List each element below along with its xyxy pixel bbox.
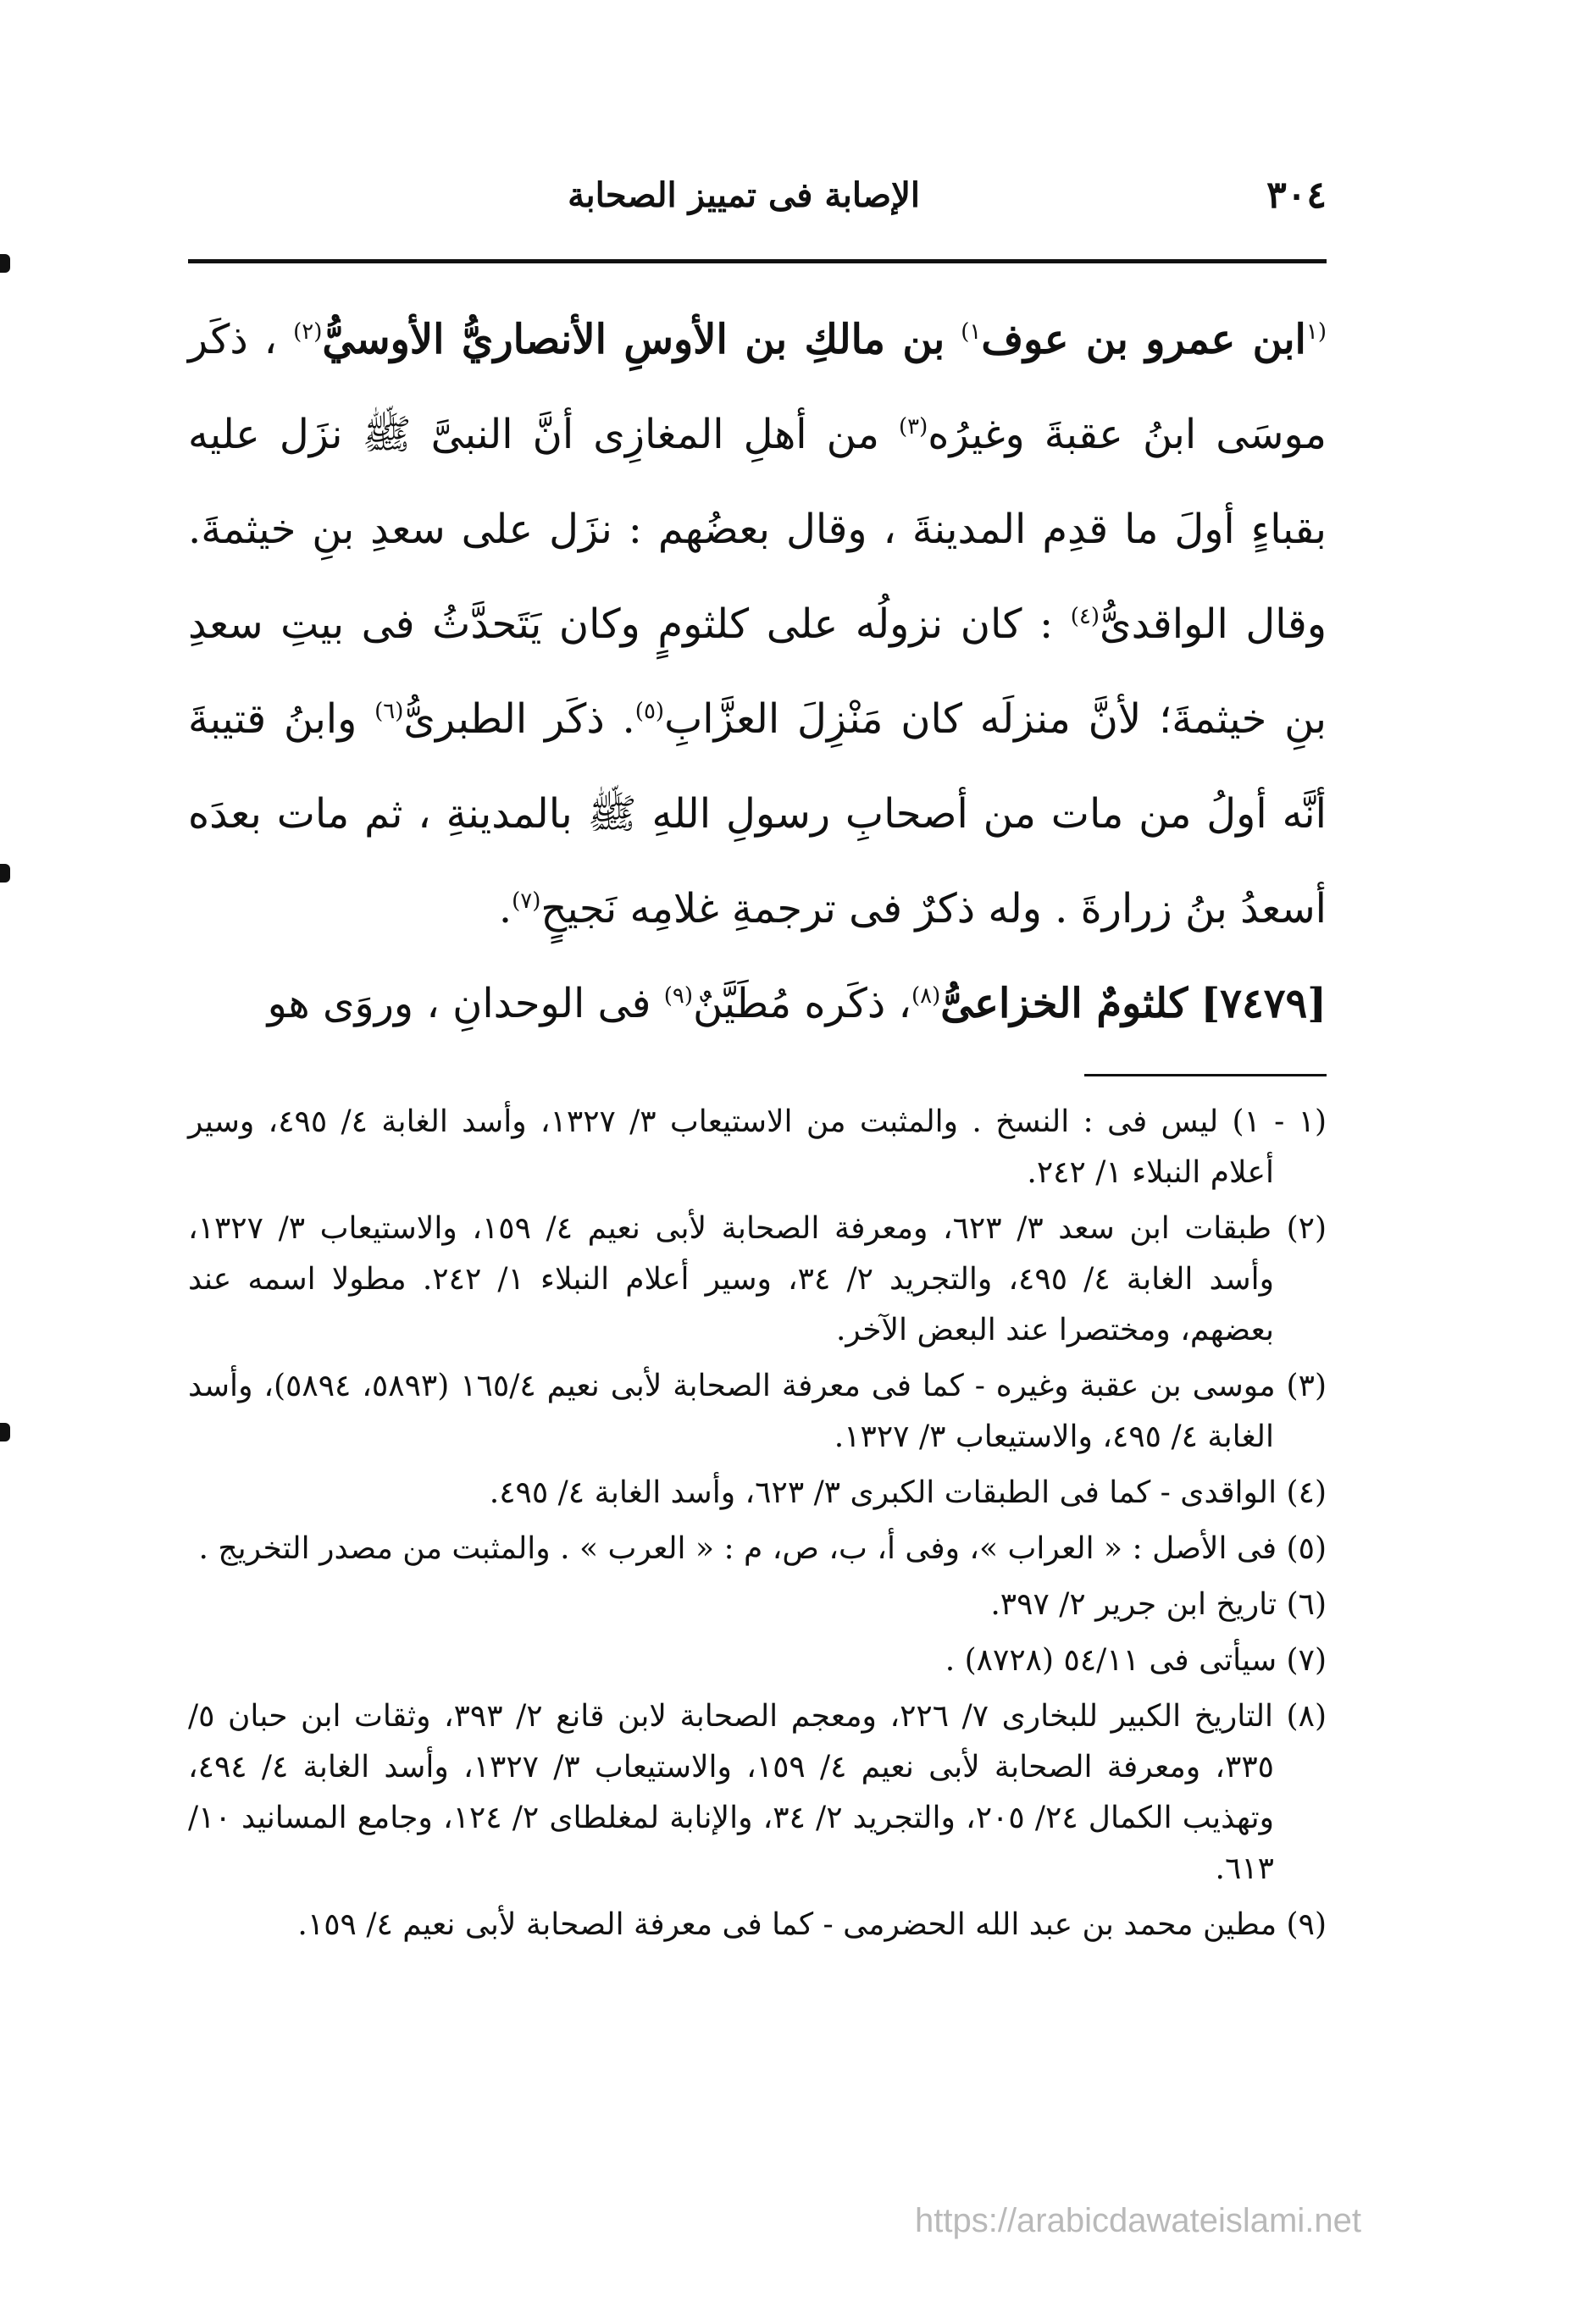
entry-name-lineage: بن مالكِ بن الأوسِ الأنصاريُّ الأوسيُّ: [322, 316, 945, 363]
text-run: من أهلِ المغازِى أنَّ النبىَّ ﷺ نزَل عليه بقباءٍ أولَ ما قدِم المدينةَ ، وقال بعضُهم : نزَل على سعدِ بنِ خيثمةَ. وقال الواقدىُّ: [188, 411, 1327, 648]
footnote-ref: (١: [1305, 319, 1327, 345]
watermark-url: https://arabicdawateislami.net: [915, 2202, 1361, 2239]
footnote-9: (٩) مطين محمد بن عبد الله الحضرمى - كما فى معرفة الصحابة لأبى نعيم ٤/ ١٥٩.: [297, 1907, 1327, 1942]
footnote-ref: (٥): [634, 699, 665, 724]
footnote-ref: (٨): [911, 983, 941, 1009]
footnote-5: (٥) فى الأصل : « العراب »، وفى أ، ب، ص، م : « العرب » . والمثبت من مصدر التخريج .: [198, 1531, 1327, 1566]
text-run: وابنُ قتيبةَ أنَّه أولُ من مات من أصحابِ رسولِ اللهِ ﷺ بالمدينةِ ، ثم مات بعدَه أسعدُ بنُ زرارةَ . وله ذكرٌ فى ترجمةِ غلامِه نَجيحٍ: [188, 695, 1327, 932]
running-title: الإصابة فى تمييز الصحابة: [568, 175, 920, 215]
text-run: . ذكَر الطبرىُّ: [403, 695, 635, 743]
header-rule: [188, 259, 1327, 263]
page-number: ٣٠٤: [1266, 174, 1327, 217]
text-run: : كان نزولُه على كلثومٍ وكان يَتَحدَّثُ فى بيتِ سعدِ بنِ خيثمةَ؛ لأنَّ منزلَه كان مَنْزِلَ العزَّابِ: [188, 600, 1327, 743]
scan-edge-mark: [0, 254, 10, 273]
footnote-ref: (٣): [899, 414, 928, 440]
entry-name: كلثومٌ الخزاعىُّ: [940, 980, 1188, 1027]
footnote-8: (٨) التاريخ الكبير للبخارى ٧/ ٢٢٦، ومعجم الصحابة لابن قانع ٢/ ٣٩٣، وثقات ابن حبان ٥/ ٣٣٥، ومعرفة الصحابة لأبى نعيم ٤/ ١٥٩، والاستيعاب ٣/ ١٣٢٧، وأسد الغابة ٤/ ٤٩٤، وتهذيب الكمال ٢٤/ ٢٠٥، والتجريد ٢/ ٣٤، والإنابة لمغلطاى ٢/ ١٢٤، وجامع المسانيد ١٠/ ٦١٣.: [188, 1699, 1327, 1886]
footnote-ref: (٢): [293, 319, 323, 345]
footnote-separator: [1084, 1074, 1327, 1076]
footnote-ref: (٩): [663, 983, 694, 1009]
paragraph-kulthum-al-khuzai: [188, 956, 1327, 1051]
text-run: .: [498, 885, 512, 932]
footnote-7: (٧) سيأتى فى ٥٤/١١ (٨٧٢٨) .: [945, 1643, 1327, 1678]
footnote-1: (١ - ١) ليس فى : النسخ . والمثبت من الاستيعاب ٣/ ١٣٢٧، وأسد الغابة ٤/ ٤٩٥، وسير أعلام النبلاء ١/ ٢٤٢.: [188, 1104, 1327, 1190]
footnote-4: (٤) الواقدى - كما فى الطبقات الكبرى ٣/ ٦٢٣، وأسد الغابة ٤/ ٤٩٥.: [489, 1475, 1327, 1510]
text-run: ، ذكَر موسَى ابنُ عقبةَ وغيرُه: [188, 316, 1327, 458]
text-run: ، ذكَره مُطَيَّنٌ: [693, 980, 912, 1027]
entry-number: [٧٤٧٩]: [1200, 980, 1327, 1027]
main-text: [188, 292, 1327, 1051]
scan-edge-mark: [0, 1423, 10, 1441]
scan-edge-mark: [0, 864, 10, 883]
page-header: [188, 174, 1327, 233]
footnote-ref: (٧): [512, 888, 541, 914]
entry-name: ابن عمرو بن عوف: [981, 316, 1306, 363]
footnote-2: (٢) طبقات ابن سعد ٣/ ٦٢٣، ومعرفة الصحابة لأبى نعيم ٤/ ١٥٩، والاستيعاب ٣/ ١٣٢٧، وأسد الغابة ٤/ ٤٩٥، والتجريد ٢/ ٣٤، وسير أعلام النبلاء ١/ ٢٤٢. مطولا اسمه عند بعضهم، ومختصرا عند البعض الآخر.: [188, 1211, 1327, 1347]
footnote-ref: (٦): [374, 699, 404, 724]
footnote-3: (٣) موسى بن عقبة وغيره - كما فى معرفة الصحابة لأبى نعيم ١٦٥/٤ (٥٨٩٣، ٥٨٩٤)، وأسد الغابة ٤/ ٤٩٥، والاستيعاب ٣/ ١٣٢٧.: [188, 1369, 1327, 1454]
footnotes: [188, 1097, 1327, 1956]
footnote-ref: ١): [961, 319, 982, 345]
footnote-ref: (٤): [1070, 604, 1100, 629]
text-run: فى الوحدانِ ، وروَى هو: [267, 980, 651, 1027]
footnote-6: (٦) تاريخ ابن جرير ٢/ ٣٩٧.: [990, 1587, 1327, 1622]
paragraph-kulthum-ibn-hidm: [188, 292, 1327, 956]
